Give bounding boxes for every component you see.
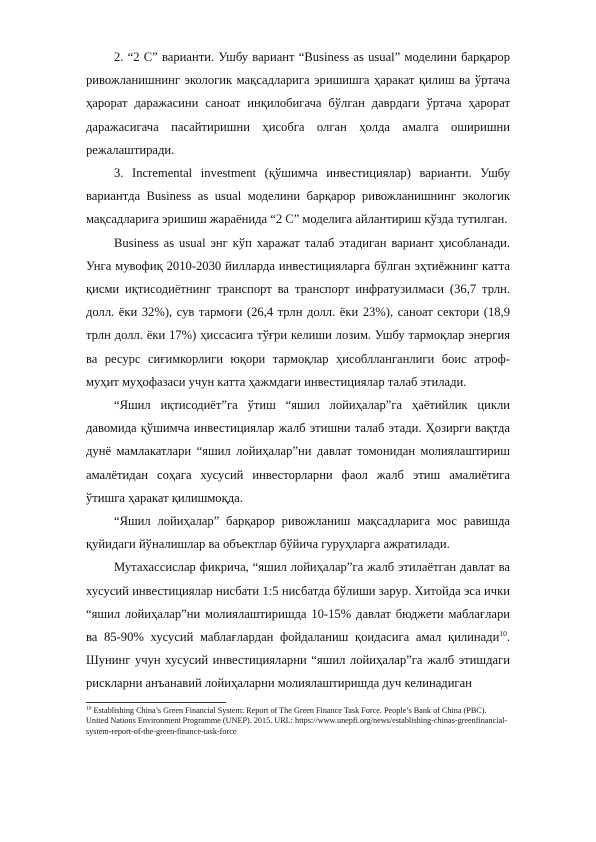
footnote-reference: 10 (499, 628, 507, 638)
paragraph-2c-variant: 2. “2 C” варианти. Ушбу вариант “Business as usual” моделини барқарор ривожланишнинг экологик мақсадларига эришишга ҳаракат қилиш ва ўртача ҳарорат даражасини саноат инқилобигача бўлган даврдаги ўртача ҳарорат даражасигача пасайтиришни ҳисобга олган ҳолда амалга оширишни режалаштиради. (86, 50, 510, 157)
paragraph-business-as-usual: Business as usual энг кўп харажат талаб этадиган вариант ҳисобланади. Унга мувофиқ 2010-2030 йилларда инвестицияларга бўлган эҳтиёжнинг катта қисми иқтисодиётнинг транспорт ва транспорт инфратузилмаси (36,7 трлн. долл. ёки 32%), сув тармоғи (26,4 трлн долл. ёки 23%), саноат сектори (18,9 трлн долл. ёки 17%) ҳиссасига тўғри келиши лозим. Ушбу тармоқлар энергия ва ресурс сиғимкорлиги юқори тармоқлар ҳисоблланганлиги боис атроф-муҳит муҳофазаси учун катта ҳажмдаги инвестициялар талаб этилади. (86, 235, 510, 389)
paragraph-experts-tail: . Шунинг учун хусусий инвестицияларни “яшил лойиҳалар”га жалб этишдаги рискларни анъанавий лойиҳаларни молиялаштиришда дуч келинадиган (86, 630, 510, 691)
document-page (86, 46, 510, 737)
footnote-text: Establishing China’s Green Financial System: Report of The Green Finance Task Force. People’s Bank of China (PBC). United Nations Environment Programme (UNEP). 2015. URL: https://www.unepfi.org/news/establishing-chinas-greenfinancial-system-report-of-the-green-finance-task-force (86, 705, 508, 736)
paragraph-green-projects: “Яшил лойиҳалар” барқарор ривожланиш мақсадларига мос равишда қуйидаги йўналишлар ва объектлар бўйича гуруҳларга ажратилади. (86, 514, 510, 552)
paragraph-green-economy: “Яшил иқтисодиёт”га ўтиш “яшил лойиҳалар”га ҳаётийлик цикли давомида қўшимча инвестициялар жалб этишни талаб этади. Ҳозирги вақтда дунё мамлакатлари “яшил лойиҳалар”ни давлат томонидан молиялаштириш амалётидан соҳага хусусий инвесторларни фаол жалб этиш амалиётига ўтишга ҳаракат қилишмоқда. (86, 398, 510, 505)
footnote (86, 706, 510, 737)
footnote-marker: 10 (86, 704, 92, 711)
paragraph-experts-text: Мутахассислар фикрича, “яшил лойиҳалар”га жалб этилаётган давлат ва хусусий инвестициялар нисбати 1:5 нисбатда бўлиши зарур. Хитойда эса ички “яшил лойиҳалар”ни молиялаштиришда 10-15% давлат бюджети маблағлари ва 85-90% хусусий маблағлардан фойдаланиш қоидасига амал қилинади (86, 560, 510, 645)
footnote-divider (86, 702, 226, 703)
paragraph-incremental-investment: 3. Incremental investment (қўшимча инвестициялар) варианти. Ушбу вариантда Business as usual моделини барқарор ривожланишнинг экологик мақсадларига эришиш жараёнида “2 C” моделига айлантириш кўзда тутилган. (86, 166, 510, 227)
paragraph-experts-opinion (86, 556, 510, 695)
